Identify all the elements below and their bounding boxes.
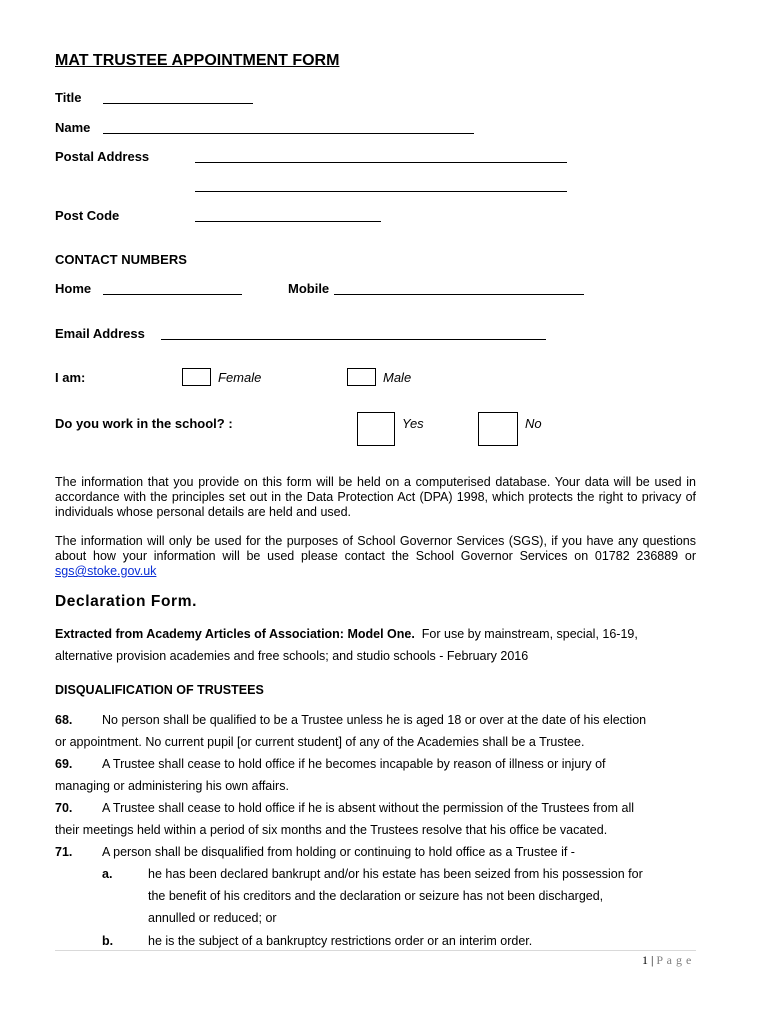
sub-clause-text: the benefit of his creditors and the declaration or seizure has not been discharged,: [148, 889, 604, 903]
extract-line-2: alternative provision academies and free schools; and studio schools - February 2016: [55, 649, 529, 663]
footer-divider: [55, 950, 696, 951]
article-text: or appointment. No current pupil [or current student] of any of the Academies shall be a Trustee.: [55, 735, 585, 749]
sub-clause-text: he is the subject of a bankruptcy restrictions order or an interim order.: [148, 934, 533, 948]
article-text: A Trustee shall cease to hold office if he is absent without the permission of the Trustees from all: [102, 801, 634, 815]
disqualification-heading: DISQUALIFICATION OF TRUSTEES: [55, 683, 264, 697]
email-address-label: Email Address: [55, 326, 145, 341]
article-number: 68.: [55, 713, 73, 727]
yes-label: Yes: [402, 416, 424, 431]
post-code-label: Post Code: [55, 208, 120, 223]
contact-numbers-heading: CONTACT NUMBERS: [55, 252, 187, 267]
page-title: MAT TRUSTEE APPOINTMENT FORM: [55, 52, 340, 69]
page-number: 1: [642, 953, 648, 967]
sub-clause-text: he has been declared bankrupt and/or his estate has been seized from his possession for: [148, 867, 643, 881]
article-number: 71.: [55, 845, 73, 859]
title-label: Title: [55, 90, 82, 105]
article-text: managing or administering his own affairs.: [55, 779, 289, 793]
privacy-paragraph-2-text: The information will only be used for the purposes of School Governor Services (SGS), if you have any questions about how your information will be used please contact the School Governor Services on 01782 236889 or: [55, 534, 696, 563]
page-footer: [642, 953, 692, 968]
home-phone-field[interactable]: [103, 294, 242, 295]
male-label: Male: [383, 370, 412, 385]
name-field[interactable]: [103, 133, 474, 134]
privacy-paragraph-2: [55, 534, 696, 579]
female-label: Female: [218, 370, 262, 385]
postal-address-field-2[interactable]: [195, 191, 567, 192]
i-am-label: I am:: [55, 370, 86, 385]
work-in-school-label: Do you work in the school? :: [55, 416, 233, 431]
home-label: Home: [55, 281, 92, 296]
article-text: A Trustee shall cease to hold office if he becomes incapable by reason of illness or injury of: [102, 757, 606, 771]
article-number: 70.: [55, 801, 73, 815]
name-label: Name: [55, 120, 91, 135]
extract-rest-1: For use by mainstream, special, 16-19,: [421, 627, 638, 641]
email-address-field[interactable]: [161, 339, 546, 340]
yes-checkbox[interactable]: [357, 412, 395, 446]
extract-line-1: [55, 627, 638, 641]
no-checkbox[interactable]: [478, 412, 518, 446]
postal-address-field-1[interactable]: [195, 162, 567, 163]
title-field[interactable]: [103, 103, 253, 104]
privacy-paragraph-1: The information that you provide on this form will be held on a computerised database. Your data will be used in accordance with the principles set out in the Data Protection Act (DPA) 1998, which protects the right to privacy of individuals whose personal details are held and used.: [55, 475, 696, 519]
no-label: No: [525, 416, 542, 431]
post-code-field[interactable]: [195, 221, 381, 222]
declaration-heading: Declaration Form.: [55, 593, 197, 610]
article-text: their meetings held within a period of six months and the Trustees resolve that his office be vacated.: [55, 823, 608, 837]
article-number: 69.: [55, 757, 73, 771]
mobile-phone-field[interactable]: [334, 294, 584, 295]
male-checkbox[interactable]: [347, 368, 376, 386]
mobile-label: Mobile: [288, 281, 330, 296]
article-text: No person shall be qualified to be a Trustee unless he is aged 18 or over at the date of his election: [102, 713, 647, 727]
sgs-email-link[interactable]: sgs@stoke.gov.uk: [55, 564, 157, 578]
page-word: P a g e: [656, 953, 692, 967]
extract-bold: Extracted from Academy Articles of Association: Model One.: [55, 627, 415, 641]
female-checkbox[interactable]: [182, 368, 211, 386]
sub-clause-letter: a.: [102, 867, 113, 881]
sub-clause-text: annulled or reduced; or: [148, 911, 277, 925]
article-text: A person shall be disqualified from holding or continuing to hold office as a Trustee if -: [102, 845, 575, 859]
postal-address-label: Postal Address: [55, 149, 150, 164]
page-separator: |: [651, 953, 654, 967]
sub-clause-letter: b.: [102, 934, 114, 948]
